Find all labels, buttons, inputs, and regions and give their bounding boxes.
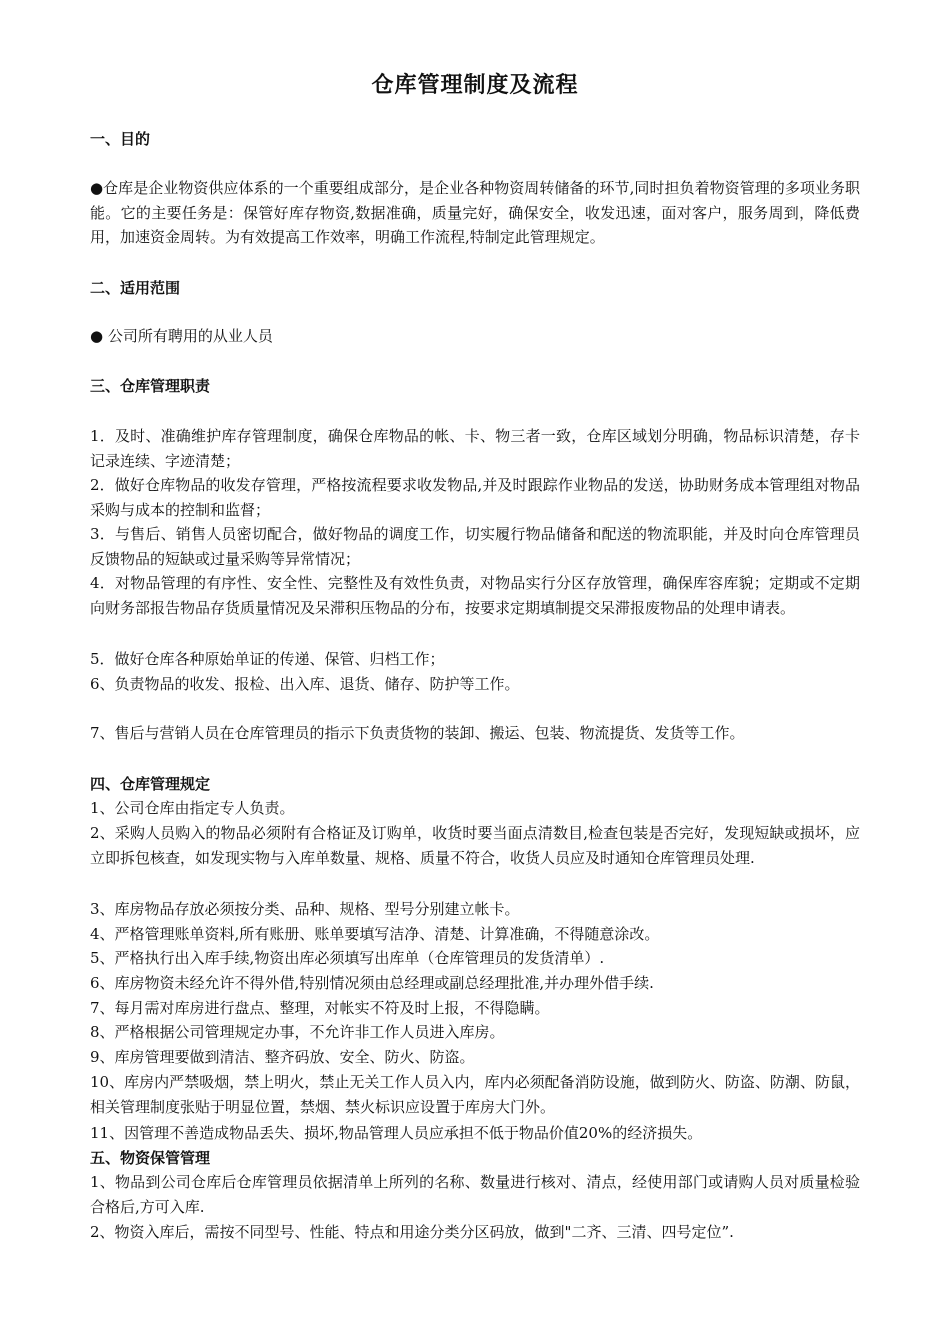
rule-item-9: 9、库房管理要做到清洁、整齐码放、安全、防火、防盗。 [90,1048,475,1066]
rule-item-2: 2、采购人员购入的物品必须附有合格证及订购单，收货时要当面点清数目,检查包装是否完好，发现短缺或损坏，应立即拆包核查，如发现实物与入库单数量、规格、质量不符合，收货人员应及时通知仓库管理员处理. [90,824,860,867]
rule-item-6: 6、库房物资未经允许不得外借,特别情况须由总经理或副总经理批准,并办理外借手续. [90,974,654,992]
rule-item-10: 10、库房内严禁吸烟，禁上明火，禁止无关工作人员入内，库内必须配备消防设施，做到防火、防盗、防潮、防鼠，相关管理制度张贴于明显位置，禁烟、禁火标识应设置于库房大门外。 [90,1073,860,1116]
purpose-paragraph: ●仓库是企业物资供应体系的一个重要组成部分，是企业各种物资周转储备的环节,同时担负着物资管理的多项业务职能。它的主要任务是：保管好库存物资,数据准确，质量完好，确保安全，收发迅速，面对客户，服务周到，降低费用，加速资金周转。为有效提高工作效率，明确工作流程,特制定此管理规定。 [90,179,860,246]
section-heading-duties: 三、仓库管理职责 [90,377,211,395]
document-title: 仓库管理制度及流程 [371,73,579,98]
duty-item-2: 2．做好仓库物品的收发存管理，严格按流程要求收发物品,并及时跟踪作业物品的发送，协助财务成本管理组对物品采购与成本的控制和监督； [90,476,860,519]
duty-item-1: 1．及时、准确维护库存管理制度，确保仓库物品的帐、卡、物三者一致，仓库区域划分明确，物品标识清楚，存卡记录连续、字迹清楚； [90,427,860,470]
section-heading-rules: 四、仓库管理规定 [90,775,211,793]
rule-item-11: 11、因管理不善造成物品丢失、损坏,物品管理人员应承担不低于物品价值20%的经济损失。 [90,1124,703,1142]
duty-item-4: 4．对物品管理的有序性、安全性、完整性及有效性负责，对物品实行分区存放管理，确保库容库貌；定期或不定期向财务部报告物品存货质量情况及呆滞积压物品的分布，按要求定期填制提交呆滞报废物品的处理申请表。 [90,574,860,617]
rule-item-7: 7、每月需对库房进行盘点、整理，对帐实不符及时上报，不得隐瞒。 [90,999,550,1017]
section-heading-storage: 五、物资保管管理 [90,1149,211,1167]
duty-item-5: 5．做好仓库各种原始单证的传递、保管、归档工作； [90,650,445,668]
rule-item-8: 8、严格根据公司管理规定办事，不允许非工作人员进入库房。 [90,1023,505,1041]
rule-item-5: 5、严格执行出入库手续,物资出库必须填写出库单（仓库管理员的发货清单）. [90,949,605,967]
duty-item-3: 3．与售后、销售人员密切配合，做好物品的调度工作，切实履行物品储备和配送的物流职能，并及时向仓库管理员反馈物品的短缺或过量采购等异常情况； [90,525,860,568]
duty-item-7: 7、售后与营销人员在仓库管理员的指示下负责货物的装卸、搬运、包装、物流提货、发货等工作。 [90,724,745,742]
rule-item-3: 3、库房物品存放必须按分类、品种、规格、型号分别建立帐卡。 [90,900,520,918]
section-heading-scope: 二、适用范围 [90,279,181,297]
storage-item-2: 2、物资入库后，需按不同型号、性能、特点和用途分类分区码放，做到"二齐、三清、四号定位”. [90,1223,734,1241]
rule-item-1: 1、公司仓库由指定专人负责。 [90,799,295,817]
scope-paragraph: ● 公司所有聘用的从业人员 [90,327,273,345]
duty-item-6: 6、负责物品的收发、报检、出入库、退货、储存、防护等工作。 [90,675,520,693]
storage-item-1: 1、物品到公司仓库后仓库管理员依据清单上所列的名称、数量进行核对、清点，经使用部门或请购人员对质量检验合格后,方可入库. [90,1173,860,1216]
section-heading-purpose: 一、目的 [90,130,151,148]
rule-item-4: 4、严格管理账单资料,所有账册、账单要填写洁净、清楚、计算准确，不得随意涂改。 [90,925,660,943]
